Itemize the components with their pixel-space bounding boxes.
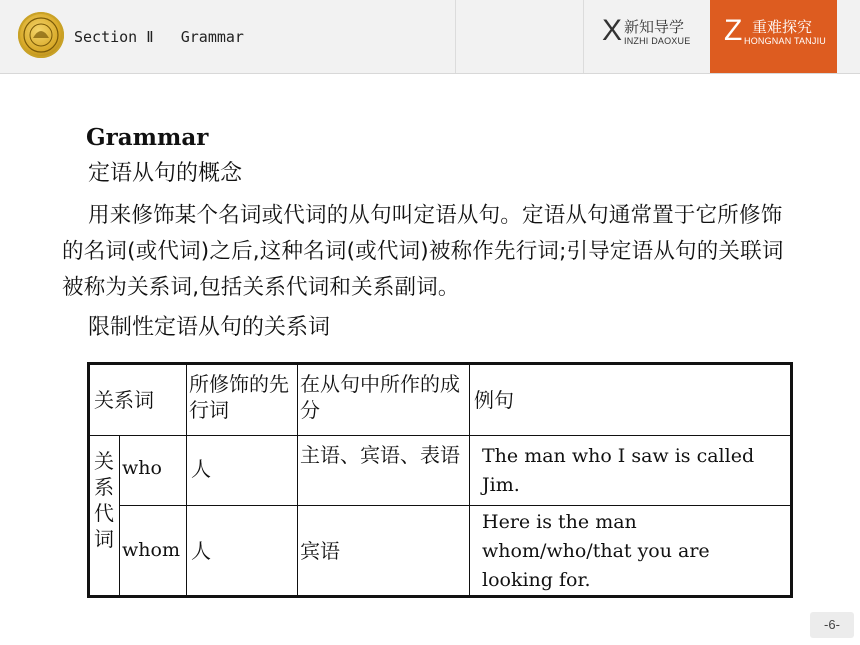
tab-zhongnan-tanjiu[interactable]	[710, 0, 837, 73]
tab-xinzhi-daoxue[interactable]	[584, 0, 709, 73]
table-header: 关系词	[90, 365, 187, 436]
table-cell-example: The man who I saw is called Jim.	[470, 436, 790, 506]
section-title: Section Ⅱ Grammar	[74, 28, 244, 46]
tab-pinyin: HONGNAN TANJIU	[744, 36, 826, 46]
page-number: -6-	[810, 612, 854, 638]
table-cell-function: 宾语	[298, 506, 470, 598]
page-title: Grammar	[86, 124, 209, 151]
table-cell-word: whom	[120, 506, 187, 598]
header-divider	[455, 0, 456, 73]
tab-label: 重难探究	[752, 18, 813, 36]
tab-label: 新知导学	[624, 18, 685, 36]
table-cell-example: Here is the man whom/who/that you are looking for.	[482, 511, 710, 591]
relative-word-table	[87, 362, 793, 598]
table-cell-word: who	[120, 436, 187, 506]
header-bar	[0, 0, 860, 74]
subheading-relatives: 限制性定语从句的关系词	[88, 315, 331, 340]
tab-letter: Z	[724, 14, 743, 47]
school-logo-icon	[18, 12, 64, 58]
tab-letter: X	[602, 14, 623, 47]
subheading-concept: 定语从句的概念	[88, 161, 243, 186]
table-header: 例句	[470, 365, 790, 436]
group-label-text: 关系代词	[94, 449, 114, 551]
table-cell-function: 主语、宾语、表语	[298, 436, 470, 506]
table-header: 在从句中所作的成分	[298, 365, 470, 436]
definition-paragraph: 用来修饰某个名词或代词的从句叫定语从句。定语从句通常置于它所修饰的名词(或代词)之后,这种名词(或代词)被称作先行词;引导定语从句的关联词被称为关系词,包括关系代词和关系副词。	[62, 203, 784, 300]
tab-pinyin: INZHI DAOXUE	[624, 36, 691, 46]
table-cell-antecedent: 人	[187, 506, 298, 598]
table-cell-antecedent: 人	[187, 436, 298, 506]
table-group-label	[90, 436, 120, 598]
table-header: 所修饰的先行词	[187, 365, 298, 436]
